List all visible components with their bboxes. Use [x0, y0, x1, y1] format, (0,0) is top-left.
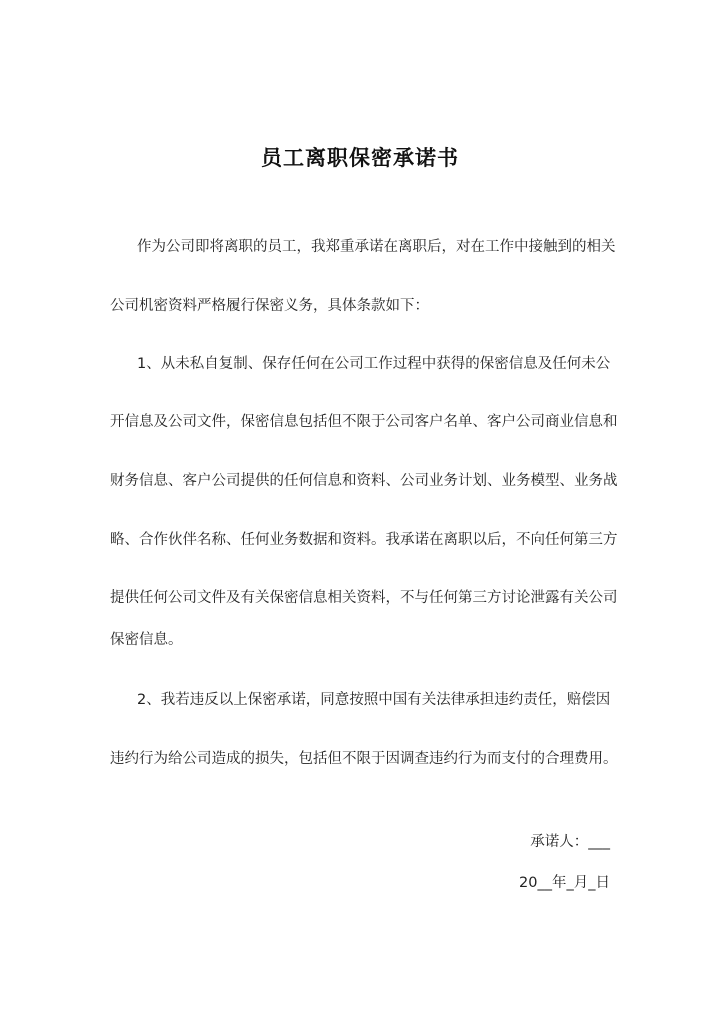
clause-2-line: 2、我若违反以上保密承诺，同意按照中国有关法律承担违约责任，赔偿因	[137, 692, 611, 708]
signer-field: 承诺人：___	[530, 834, 610, 850]
clause-2-line: 违约行为给公司造成的损失，包括但不限于因调查违约行为而支付的合理费用。	[110, 751, 618, 767]
document-title: 员工离职保密承诺书	[261, 146, 459, 170]
clause-1-line: 略、合作伙伴名称、任何业务数据和资料。我承诺在离职以后，不向任何第三方	[110, 532, 618, 548]
clause-1-line: 财务信息、客户公司提供的任何信息和资料、公司业务计划、业务模型、业务战	[110, 473, 618, 489]
clause-1-line: 开信息及公司文件，保密信息包括但不限于公司客户名单、客户公司商业信息和	[110, 414, 618, 430]
date-field: 20__年_月_日	[519, 875, 610, 891]
clause-1-line: 保密信息。	[110, 632, 183, 648]
clause-1-line: 1、从未私自复制、保存任何在公司工作过程中获得的保密信息及任何未公	[137, 356, 611, 372]
intro-line: 公司机密资料严格履行保密义务，具体条款如下：	[110, 298, 429, 314]
clause-1-line: 提供任何公司文件及有关保密信息相关资料，不与任何第三方讨论泄露有关公司	[110, 590, 618, 606]
intro-line: 作为公司即将离职的员工，我郑重承诺在离职后，对在工作中接触到的相关	[137, 239, 616, 255]
